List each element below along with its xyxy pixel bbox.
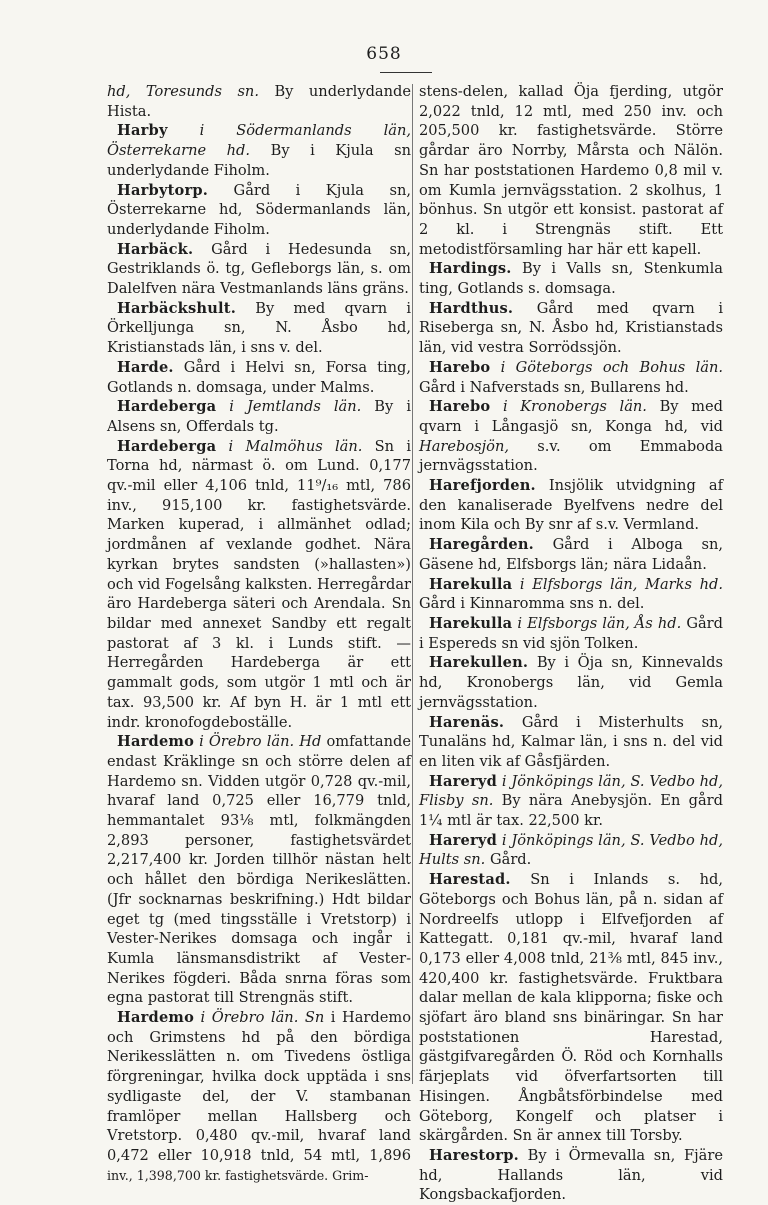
entry-text: i Hardemo och Grimstens hd på den bördiga Nerikesslätten n. om Tivedens östliga förgreningar, hvilka dock upptäda i sns sydligaste del, der V. stambanan framlöper mellan Hallsberg och Vretstorp. 0,480 qv.-mil, hvaraf land 0,472 eller 10,918 tnld, 54 mtl, 1,896 bbox=[107, 1009, 411, 1164]
entry-text: By med qvarn i Långasjö sn, Konga hd, vid bbox=[419, 398, 723, 435]
dictionary-entry bbox=[419, 259, 723, 298]
dictionary-entry bbox=[107, 299, 411, 358]
entry-headword: Hardeberga bbox=[117, 437, 217, 455]
entry-headword: Harebo bbox=[429, 358, 491, 376]
dictionary-entry bbox=[419, 358, 723, 397]
dictionary-entry bbox=[107, 397, 411, 436]
dictionary-entry bbox=[419, 476, 723, 535]
entry-italic-text: i Göteborgs och Bohus län. bbox=[490, 358, 723, 376]
entry-italic-text: i Jemtlands län. bbox=[216, 398, 362, 416]
entry-text: By i Valls sn, Stenkumla ting, Gotlands s. domsaga. bbox=[419, 260, 723, 298]
dictionary-entry bbox=[419, 299, 723, 358]
dictionary-entry bbox=[107, 181, 411, 240]
entry-headword: Harebo bbox=[429, 398, 491, 416]
entry-headword: Hareryd bbox=[429, 831, 497, 849]
dictionary-entry bbox=[419, 772, 723, 831]
dictionary-entry bbox=[107, 358, 411, 397]
page-number: 658 bbox=[366, 44, 402, 64]
entry-text: Gård i Hedesunda sn, Gestriklands ö. tg, Gefleborgs län, s. om Dalelfven nära Vestmanlands läns gräns. bbox=[107, 240, 411, 298]
dictionary-entry bbox=[419, 535, 723, 574]
dictionary-entry bbox=[419, 653, 723, 712]
entry-italic-text: i Jönköpings län, S. Vedbo hd, Flisby sn. bbox=[419, 772, 723, 810]
entry-italic-text: i Örebro län. Hd bbox=[194, 733, 322, 751]
dictionary-entry bbox=[419, 870, 723, 1146]
entry-text: Gård i Alboga sn, Gäsene hd, Elfsborgs län; nära Lidaån. bbox=[419, 536, 723, 573]
entry-headword: Harde. bbox=[117, 358, 174, 376]
entry-headword: Harenäs. bbox=[429, 713, 505, 731]
entry-italic-text: i Södermanlands län, Österrekarne hd. bbox=[107, 122, 411, 160]
entry-italic-text: i Elfsborgs län, Marks hd. bbox=[512, 575, 723, 593]
entry-italic-text: i Kronobergs län. bbox=[490, 398, 647, 416]
entry-text: omfattande endast Kräklinge sn och större delen af Hardemo sn. Vidden utgör 0,728 qv.-mil, hvaraf land 0,725 eller 16,779 tnld, hemmantalet 93⅛ mtl, folkmängden 2,893 personer, fastighetsvärdet 2,217,400 kr. Jorden tillhör nästan helt och hållet den bördiga Nerikeslätten. (Jfr socknarnas beskrifning.) Hdt bildar eget tg (med tingsställe i Vretstorp) i Vester-Nerikes domsaga och ingår i Kumla länsmansdistrikt af Vester-Nerikes fögderi. Båda snrna föras som egna pastorat till Strengnäs stift. bbox=[107, 733, 411, 1007]
dictionary-entry bbox=[107, 732, 411, 1008]
right-column bbox=[419, 82, 723, 1205]
dictionary-entry bbox=[107, 82, 411, 121]
entry-headword: Harbäck. bbox=[117, 240, 194, 258]
entry-headword: Harby bbox=[117, 122, 168, 140]
entry-italic-text: i Jönköpings län, S. Vedbo hd, Hults sn. bbox=[419, 831, 723, 869]
dictionary-entry bbox=[419, 1146, 723, 1205]
entry-italic-text: hd, Toresunds sn. bbox=[107, 83, 259, 100]
entry-text: Gård i Kinnaromma sns n. del. bbox=[419, 595, 645, 613]
entry-text: Gård med qvarn i Riseberga sn, N. Åsbo hd, Kristianstads län, vid vestra Sorrödssjön. bbox=[419, 299, 723, 357]
entry-text: By i Öja sn, Kinnevalds hd, Kronobergs län, vid Gemla jernvägsstation. bbox=[419, 654, 723, 711]
entry-text: By med qvarn i Örkelljunga sn, N. Åsbo hd, Kristianstads län, i sns v. del. bbox=[107, 299, 411, 357]
entry-headword: Hardemo bbox=[117, 1009, 194, 1027]
entry-headword: Harbäckshult. bbox=[117, 299, 236, 317]
dictionary-entry bbox=[107, 121, 411, 180]
entry-text: Gård i Espereds sn vid sjön Tolken. bbox=[419, 614, 723, 652]
dictionary-entry bbox=[419, 82, 723, 259]
entry-text: By underlydande Hista. bbox=[107, 83, 411, 120]
dictionary-entry bbox=[107, 240, 411, 299]
dictionary-entry bbox=[419, 713, 723, 772]
entry-text: Gård i Misterhults sn, Tunaläns hd, Kalmar län, i sns n. del vid en liten vik af Gåsfjärden. bbox=[419, 713, 723, 770]
entry-text: Sn i Inlands s. hd, Göteborgs och Bohus län, på n. sidan af Nordreelfs utlopp i Elfvefjorden af Kattegatt. 0,181 qv.-mil, hvaraf land 0,173 eller 4,008 tnld, 21⅜ mtl, 845 inv., 420,400 kr. fastighetsvärde. Fruktbara dalar mellan de kala klipporna; fiske och sjöfart äro bland sns binäringar. Sn har poststationen Harestad, gästgifvaregården Ö. Röd och Kornhalls färjeplats vid öfverfartsorten till Hisingen. Ångbåtsförbindelse med Göteborg, Kongelf och platser i skärgården. Sn är annex till Torsby. bbox=[419, 871, 723, 1145]
entry-headword: Harefjorden. bbox=[429, 477, 536, 495]
entry-headword: Harekullen. bbox=[429, 654, 529, 672]
dictionary-entry bbox=[107, 1008, 411, 1185]
entry-italic-text: i Örebro län. Sn bbox=[194, 1009, 325, 1027]
entry-text: Gård i Nafverstads sn, Bullarens hd. bbox=[419, 378, 689, 396]
dictionary-entry bbox=[419, 575, 723, 614]
entry-text: Insjölik utvidgning af den kanaliserade Byelfvens nedre del inom Kila och By snr af s.v. Vermland. bbox=[419, 477, 723, 534]
entry-text: Sn i Torna hd, närmast ö. om Lund. 0,177 qv.-mil eller 4,106 tnld, 11⁹/₁₆ mtl, 786 inv., 915,100 kr. fastighetsvärde. Marken kuperad, i allmänhet odlad; jordmånen af vexlande godhet. Nära kyrkan brytes sandsten (»hallasten») och vid Fogelsång kalksten. Herregårdar äro Hardeberga säteri och Arendala. Sn bildar med annexet Sandby ett regalt pastorat af 3 kl. i Lunds stift. — Herregården Hardeberga är ett gammalt gods, som utgör 1 mtl och är tax. 93,500 kr. Af byn H. är 1 mtl ett indr. kronofogdeboställe. bbox=[107, 437, 412, 731]
entry-italic-text: i Malmöhus län. bbox=[216, 437, 363, 455]
entry-text: By i Alsens sn, Offerdals tg. bbox=[107, 398, 411, 435]
entry-headword: Harestorp. bbox=[429, 1146, 519, 1164]
dictionary-entry bbox=[419, 397, 723, 476]
entry-italic-text: i Elfsborgs län, Ås hd. bbox=[512, 614, 682, 632]
entry-text: s.v. om Emmaboda jernvägsstation. bbox=[419, 437, 723, 475]
entry-text: stens-delen, kallad Öja fjerding, utgör 2,022 tnld, 12 mtl, med 250 inv. och 205,500 kr. fastighetsvärde. Större gårdar äro Norrby, Mårsta och Nälön. Sn har poststationen Hardemo 0,8 mil v. om Kumla jernvägsstation. 2 skolhus, 1 bönhus. Sn utgör ett konsist. pastorat af 2 kl. i Strengnäs stift. Ett metodistförsamling har här ett kapell. bbox=[419, 83, 723, 258]
entry-headword: Hardemo bbox=[117, 733, 194, 751]
dictionary-entry bbox=[419, 831, 723, 870]
entry-headword: Harekulla bbox=[429, 575, 513, 593]
entry-headword: Haregården. bbox=[429, 536, 534, 554]
entry-text: Gård i Helvi sn, Forsa ting, Gotlands n. domsaga, under Malms. bbox=[107, 358, 411, 396]
entry-text: Gård. bbox=[485, 851, 532, 869]
entry-text: Gård i Kjula sn, Österrekarne hd, Södermanlands län, underlydande Fiholm. bbox=[107, 181, 411, 238]
entry-text: By i Örmevalla sn, Fjäre hd, Hallands län, vid Kongsbackafjorden. bbox=[419, 1146, 723, 1204]
entry-text: By nära Anebysjön. En gård 1¼ mtl är tax. 22,500 kr. bbox=[419, 792, 723, 830]
entry-headword: Hardeberga bbox=[117, 398, 217, 416]
header-rule bbox=[380, 72, 432, 73]
column-divider bbox=[412, 84, 413, 1084]
entry-text: inv., 1,398,700 kr. fastighetsvärde. Grim- bbox=[107, 1167, 369, 1183]
entry-text: By i Kjula sn underlydande Fiholm. bbox=[107, 142, 411, 179]
entry-italic-text: Harebosjön, bbox=[419, 437, 510, 455]
entry-headword: Hardthus. bbox=[429, 299, 514, 317]
dictionary-entry bbox=[107, 437, 411, 733]
entry-headword: Harekulla bbox=[429, 614, 513, 632]
entry-headword: Harestad. bbox=[429, 871, 511, 889]
dictionary-entry bbox=[419, 614, 723, 653]
entry-headword: Hardings. bbox=[429, 260, 512, 278]
entry-headword: Hareryd bbox=[429, 772, 497, 790]
left-column bbox=[107, 82, 411, 1185]
entry-headword: Harbytorp. bbox=[117, 181, 209, 199]
